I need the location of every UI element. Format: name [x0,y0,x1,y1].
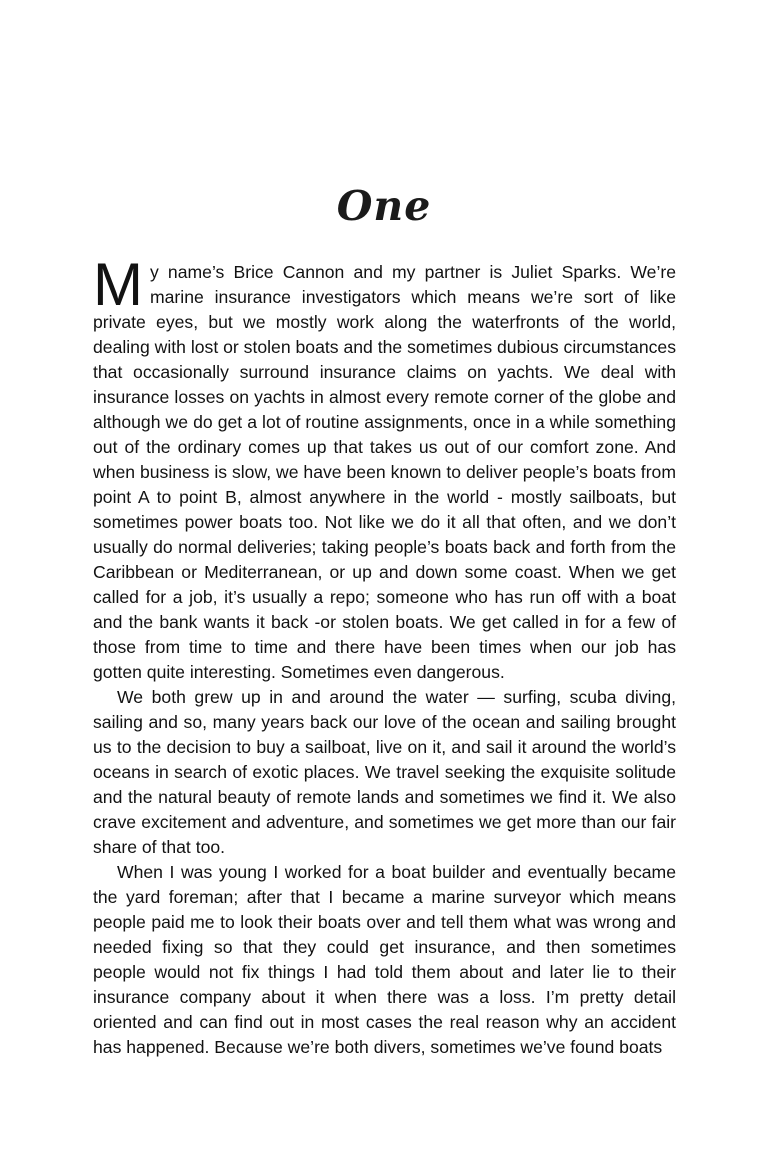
drop-cap: M [93,251,143,318]
paragraph-text: y name’s Brice Cannon and my partner is Juliet Sparks. We’re marine insurance investigators which means we’re sort of like private eyes, but we mostly work along the waterfronts of the world, dealing with lost or stolen boats and the sometimes dubious circumstances that occasionally surround insurance claims on yachts. We deal with insurance losses on yachts in almost every remote corner of the globe and although we do get a lot of routine assignments, once in a while something out of the ordinary comes up that takes us out of our comfort zone. And when business is slow, we have been known to deliver people’s boats from point A to point B, almost anywhere in the world - mostly sailboats, but sometimes power boats too. Not like we do it all that often, and we don’t usually do normal deliveries; taking people’s boats back and forth from the Caribbean or Mediterranean, or up and down some coast. When we get called for a job, it’s usually a repo; someone who has run off with a boat and the bank wants it back -or stolen boats. We get called in for a few of those from time to time and there have been times when our job has gotten quite interesting. Sometimes even dangerous. [93,262,676,682]
paragraph: When I was young I worked for a boat builder and eventually became the yard foreman; after that I became a marine surveyor which means people paid me to look their boats over and tell them what was wrong and needed fixing so that they could get insurance, and then sometimes people would not fix things I had told them about and later lie to their insurance company about it when there was a loss. I’m pretty detail oriented and can find out in most cases the real reason why an accident has happened. Because we’re both divers, sometimes we’ve found boats [93,862,676,1057]
page-body [93,251,676,1060]
paragraph: We both grew up in and around the water — surfing, scuba diving, sailing and so, many years back our love of the ocean and sailing brought us to the decision to buy a sailboat, live on it, and sail it around the world’s oceans in search of exotic places. We travel seeking the exquisite solitude and the natural beauty of remote lands and sometimes we find it. We also crave excitement and adventure, and sometimes we get more than our fair share of that too. [93,687,676,857]
chapter-title: One [336,182,432,230]
paragraph [93,251,676,685]
